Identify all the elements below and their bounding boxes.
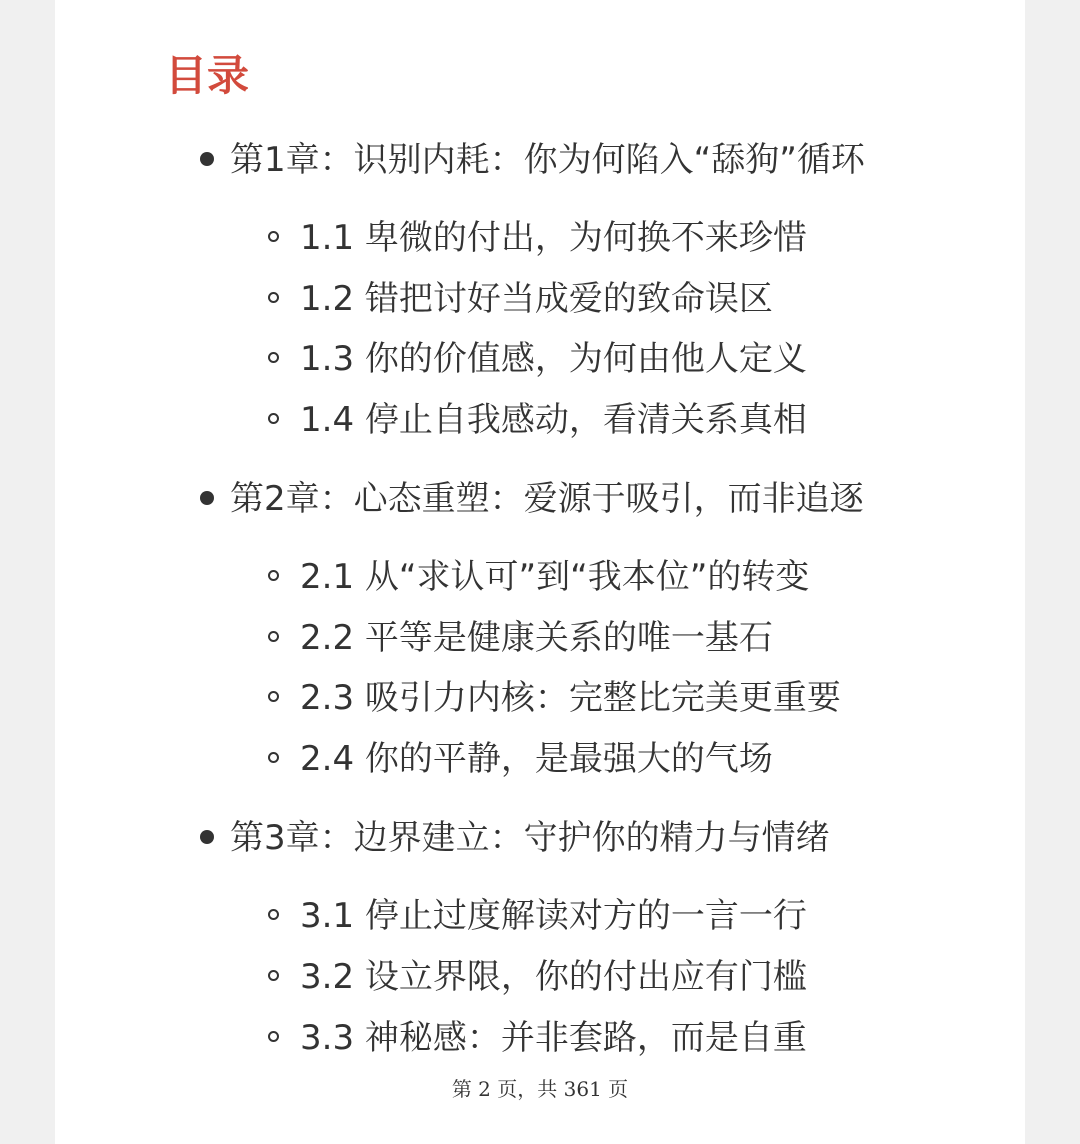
- section-label: 1.1 卑微的付出，为何换不来珍惜: [300, 218, 807, 258]
- section-label: 2.4 你的平静，是最强大的气场: [300, 739, 773, 779]
- filled-bullet-icon: [200, 152, 214, 166]
- hollow-bullet-icon: [268, 691, 279, 702]
- hollow-bullet-icon: [268, 631, 279, 642]
- section-label: 3.1 停止过度解读对方的一言一行: [300, 896, 807, 936]
- section-label: 3.3 神秘感：并非套路，而是自重: [300, 1018, 807, 1058]
- chapter-label: 第2章：心态重塑：爱源于吸引，而非追逐: [230, 479, 864, 519]
- section-label: 1.3 你的价值感，为何由他人定义: [300, 339, 807, 379]
- chapter-label: 第1章：识别内耗：你为何陷入“舔狗”循环: [230, 140, 865, 180]
- hollow-bullet-icon: [268, 352, 279, 363]
- section-label: 3.2 设立界限，你的付出应有门槛: [300, 957, 807, 997]
- hollow-bullet-icon: [268, 413, 279, 424]
- filled-bullet-icon: [200, 491, 214, 505]
- page-number-footer: 第 2 页，共 361 页: [451, 1077, 629, 1101]
- hollow-bullet-icon: [268, 231, 279, 242]
- toc-title: 目录: [165, 51, 250, 100]
- hollow-bullet-icon: [268, 909, 279, 920]
- document-page: [55, 0, 1025, 1144]
- hollow-bullet-icon: [268, 752, 279, 763]
- section-label: 1.2 错把讨好当成爱的致命误区: [300, 279, 773, 319]
- filled-bullet-icon: [200, 830, 214, 844]
- section-label: 1.4 停止自我感动，看清关系真相: [300, 400, 807, 440]
- section-label: 2.1 从“求认可”到“我本位”的转变: [300, 557, 810, 597]
- chapter-label: 第3章：边界建立：守护你的精力与情绪: [230, 818, 830, 858]
- section-label: 2.3 吸引力内核：完整比完美更重要: [300, 678, 841, 718]
- section-label: 2.2 平等是健康关系的唯一基石: [300, 618, 773, 658]
- hollow-bullet-icon: [268, 1031, 279, 1042]
- hollow-bullet-icon: [268, 570, 279, 581]
- hollow-bullet-icon: [268, 970, 279, 981]
- hollow-bullet-icon: [268, 292, 279, 303]
